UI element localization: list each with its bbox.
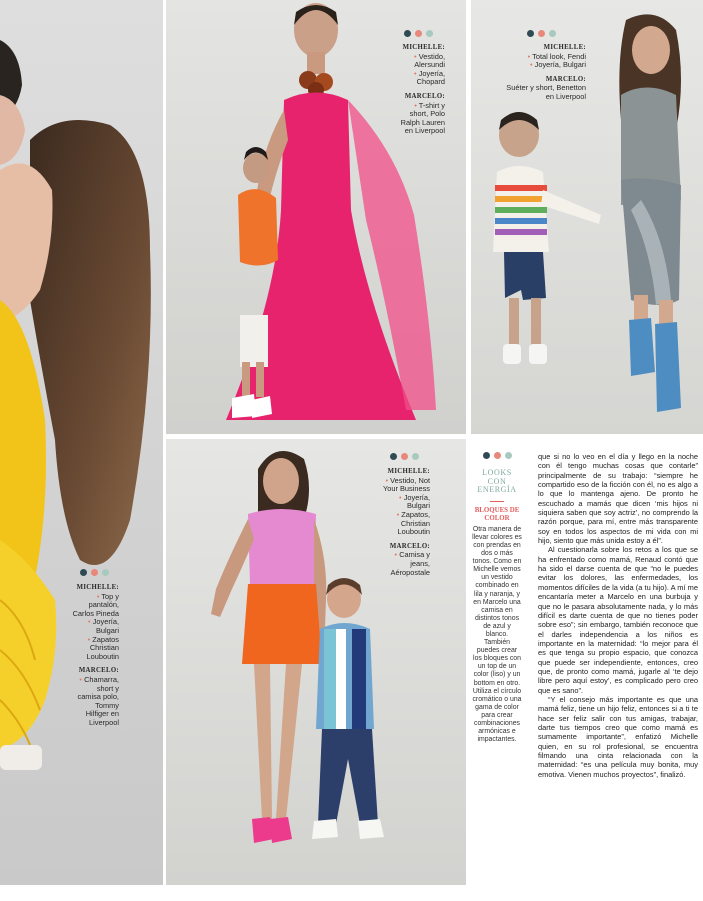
sidebar-subhead: BLOQUES DE COLOR <box>474 506 520 522</box>
article-paragraph: que si no lo veo en el día y llego en la noche con él tengo muchas cosas que contarle” principalmente de su trabajo: “siempre he compartido eso de la ficción con él, no es algo a lo que lo mantenga ajeno. De pronto he escuchado a mamás que dicen ‘mis hijos ni siquiera saben que soy actriz’, no comprendo la razón porque, para mí, entre más transparente soy en todos los aspectos de mi vida con mi hijo, siento que más unida estoy a él”. <box>538 452 698 546</box>
caption-item: • Zapatos Christian Louboutin <box>72 636 119 662</box>
dot-dark <box>483 452 490 459</box>
caption-item: • Joyería, Bulgari <box>380 494 430 511</box>
caption-item: Suéter y short, Benetton en Liverpool <box>506 83 586 101</box>
caption-item: • T-shirt y short, Polo Ralph Lauren en Liverpool <box>400 102 445 136</box>
article-body <box>538 452 698 779</box>
caption-name: MICHELLE: <box>387 468 430 475</box>
dot-mint <box>412 453 419 460</box>
caption-item: • Joyería, Bulgari <box>72 618 119 635</box>
palette-dots <box>404 30 433 37</box>
caption-name: MICHELLE: <box>543 44 586 51</box>
sidebar-rule <box>490 501 504 502</box>
caption-name: MARCELO: <box>545 75 586 83</box>
dot-mint <box>549 30 556 37</box>
caption-name: MARCELO: <box>389 542 430 550</box>
caption-item: • Vestido, Not Your Business <box>380 477 430 494</box>
dot-coral <box>494 452 501 459</box>
caption-pink-gown <box>400 44 445 136</box>
sidebar-headline: LOOKS CON ENERGÍA <box>477 468 517 495</box>
dot-mint <box>102 569 109 576</box>
palette-dots <box>472 452 522 459</box>
caption-name: MICHELLE: <box>402 44 445 51</box>
caption-item: • Vestido, Alersundi <box>400 53 445 70</box>
sidebar-text: Otra manera de llevar colores es con prendas en dos o más tonos. Como en Michelle vemos un vestido combinado en lila y naranja, y en Marcelo una camisa en distintos tonos de azul y blanco. También puedes crear los bloques con un top de un color (liso) y un bottom en otro. Utiliza el círculo cromático o una gama de color para crear combinaciones armónicas e impactantes. <box>472 525 522 744</box>
photo-kiss <box>0 0 163 885</box>
sidebar-color-blocks <box>472 452 522 744</box>
caption-name: MARCELO: <box>404 92 445 100</box>
palette-dots <box>80 569 109 576</box>
caption-item: • Total look, Fendi <box>500 53 586 62</box>
caption-item: • Camisa y jeans, Aéropostale <box>380 551 430 577</box>
caption-item: • Top y pantalón, Carlos Pineda <box>72 593 119 619</box>
caption-pink-orange <box>380 468 430 577</box>
article-paragraph: Al cuestionarla sobre los retos a los que se ha enfrentado como mamá, Renaud contó que ha sido el darse cuenta de que “no le puedes evitar los dolores, las enfermedades, los momentos difíciles de la vida (a tu hijo). A mí me encantaría meter a Marcelo en una burbuja y que no le pasara absolutamente nada, y lo más difícil es darte cuenta de que no tienes poder sobre eso”; sin embargo, también reconoce que el darles independencia a los niños es importante en la maternidad: “lo mejor para él es que tenga su propio espacio, que conozca que puede ser independiente, entonces, creo que, de pronto como mamá, jugarle al ‘te dejo libre pero aquí estoy’, es complicado pero creo que es sano”. <box>538 545 698 695</box>
caption-name: MARCELO: <box>78 667 119 675</box>
dot-coral <box>415 30 422 37</box>
article-paragraph: “Y el consejo más importante es que una mamá feliz, tiene un hijo feliz, entonces si a ti te hace ser feliz salir con tus amigas, trabajar, darte tus tiempos creo que como mamá es sumamente importante”, enfatizó Michelle quien, en su rol profesional, se encuentra filmando una cinta relacionada con la maternidad: “es una película muy bonita, muy emotiva. Vienen muchos proyectos”, finalizó. <box>538 694 698 779</box>
dot-coral <box>401 453 408 460</box>
caption-item: • Joyería, Chopard <box>400 70 445 87</box>
dot-dark <box>80 569 87 576</box>
palette-dots <box>527 30 556 37</box>
caption-item: • Zapatos, Christian Louboutin <box>380 511 430 537</box>
palette-dots <box>390 453 419 460</box>
caption-item: • Joyería, Bulgari <box>500 61 586 70</box>
caption-item: • Chamarra, short y camisa polo, Tommy Hilfiger en Liverpool <box>72 676 119 728</box>
dot-mint <box>426 30 433 37</box>
dot-dark <box>404 30 411 37</box>
dot-dark <box>527 30 534 37</box>
dot-coral <box>538 30 545 37</box>
dot-mint <box>505 452 512 459</box>
caption-name: MICHELLE: <box>76 584 119 591</box>
dot-dark <box>390 453 397 460</box>
caption-grey-dress <box>500 44 586 102</box>
dot-coral <box>91 569 98 576</box>
caption-kiss <box>72 584 119 728</box>
